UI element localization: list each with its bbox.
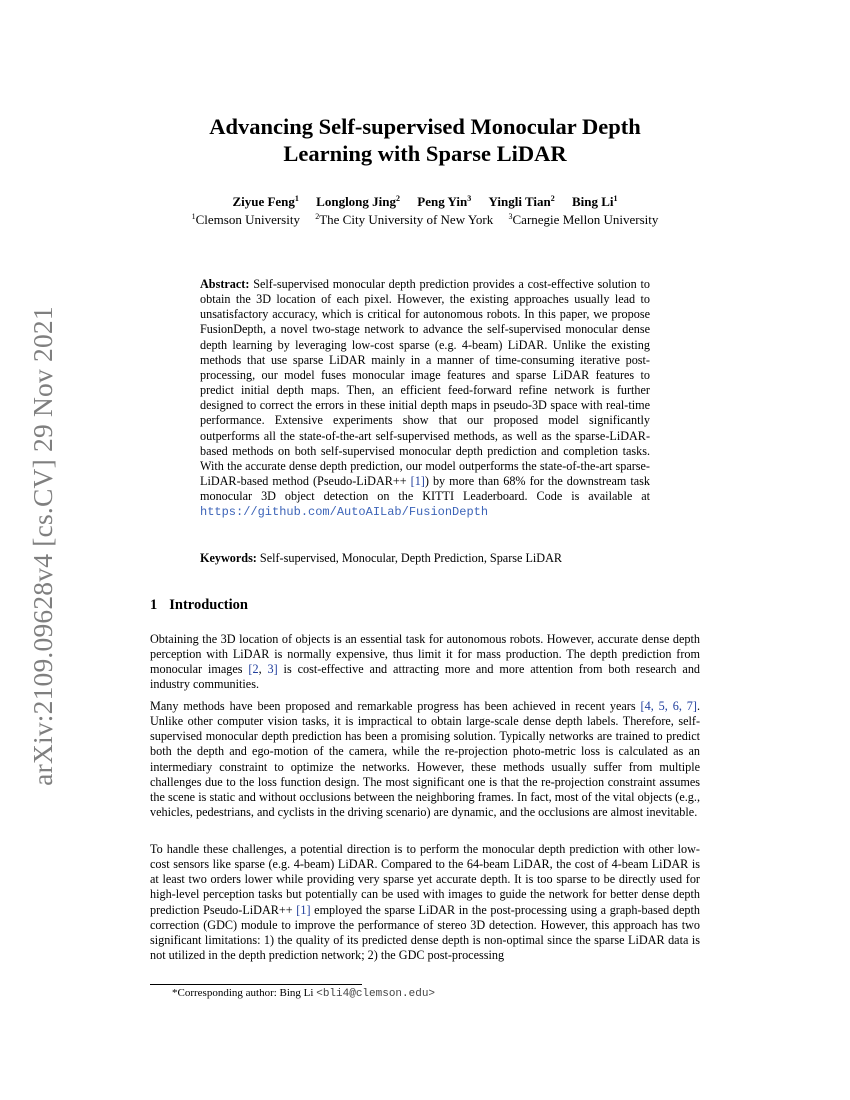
keywords	[200, 551, 650, 566]
author: Longlong Jing$^2$	[316, 194, 401, 209]
paper-title	[150, 113, 700, 167]
author: Ziyue Feng$^1$	[232, 194, 299, 209]
citation-link[interactable]: [1]	[410, 474, 425, 489]
citation-link[interactable]: 3]	[267, 662, 278, 677]
arxiv-id-text: arXiv:2109.09628v4 [cs.CV] 29 Nov 2021	[27, 306, 58, 786]
footnote-text: *Corresponding author: Bing Li	[172, 987, 317, 999]
keywords-label: Keywords:	[200, 551, 257, 565]
section-heading	[150, 597, 248, 614]
affiliation: $^2$The City University of New York	[315, 212, 494, 227]
affiliation: $^3$Carnegie Mellon University	[508, 212, 659, 227]
abstract-text: Self-supervised monocular depth prediction provides a cost-effective solution to obtain the 3D location of each pixel. However, the existing approaches usually lead to unsatisfactory accuracy, which is critical for autonomous robots. In this paper, we propose FusionDepth, a novel two-stage network to advance the self-supervised monocular dense depth learning by leveraging low-cost sparse (e.g. 4-beam) LiDAR. Unlike the existing methods that use sparse LiDAR mainly in a manner of time-consuming iterative post-processing, our model fuses monocular image features and sparse LiDAR features to predict initial depth maps. Then, an efficient feed-forward refine network is further designed to correct the errors in these initial depth maps in pseudo-3D space with real-time performance. Extensive experiments show that our proposed model significantly outperforms all the state-of-the-art self-supervised methods, as well as the sparse-LiDAR-based methods on both self-supervised monocular depth prediction and completion tasks. With the accurate dense depth prediction, our model outperforms the state-of-the-art sparse-LiDAR-based method (Pseudo-LiDAR++	[200, 277, 650, 489]
footnote	[172, 987, 435, 1000]
intro-paragraph-2: Many methods have been proposed and remarkable progress has been achieved in recent years [4, 5, 6, 7]. Unlike other computer vision tasks, it is impractical to obtain large-scale dense depth labels. Therefore, self-supervised monocular depth prediction has been a promising solution. Typically networks are trained to predict both the depth and ego-motion of the camera, while the re-projection photo-metric loss is calculated as an intermediary constraint to optimize the networks. However, these methods usually suffer from multiple challenges due to the loss function design. The most significant one is that the re-projection constraint assumes the scene is static and without occlusions between the neighboring frames. In fact, most of the vital objects (e.g., vehicles, pedestrians, and cyclists in the driving scenario) are dynamic, and the occlusions are almost inevitable.	[150, 699, 700, 820]
footnote-divider	[150, 984, 362, 985]
footnote-email[interactable]: <bli4@clemson.edu>	[316, 988, 436, 1000]
intro-paragraph-3: To handle these challenges, a potential direction is to perform the monocular depth prediction with other low-cost sensors like sparse (e.g. 4-beam) LiDAR. Compared to the 64-beam LiDAR, the cost of 4-beam LiDAR is at least two orders lower while providing very sparse yet accurate depth. It is too sparse to be directly used for high-level perception tasks but potentially can be used with images to guide the network for better dense depth prediction Pseudo-LiDAR++ [1] employed the sparse LiDAR in the post-processing using a graph-based depth correction (GDC) module to improve the performance of stereo 3D detection. However, this approach has two significant limitations: 1) the quality of its predicted dense depth is non-optimal since the sparse LiDAR data is not utilized in the depth prediction network; 2) the GDC post-processing	[150, 842, 700, 963]
title-line-1: Advancing Self-supervised Monocular Depth	[209, 114, 641, 139]
keywords-text: Self-supervised, Monocular, Depth Prediction, Sparse LiDAR	[256, 551, 563, 565]
abstract	[200, 277, 650, 521]
author: Peng Yin$^3$	[417, 194, 472, 209]
section-title: Introduction	[169, 597, 248, 613]
author-list	[150, 194, 700, 210]
citation-link[interactable]: [2	[248, 662, 259, 677]
author: Bing Li$^1$	[572, 194, 618, 209]
affiliation: $^1$Clemson University	[191, 212, 300, 227]
section-number: 1	[150, 597, 158, 613]
author: Yingli Tian$^2$	[488, 194, 555, 209]
abstract-label: Abstract:	[200, 277, 250, 291]
affiliation-list	[150, 212, 700, 228]
title-line-2: Learning with Sparse LiDAR	[283, 141, 567, 166]
citation-link[interactable]: [1]	[296, 902, 311, 917]
intro-paragraph-1: Obtaining the 3D location of objects is an essential task for autonomous robots. However, accurate dense depth perception with LiDAR is normally expensive, thus limit it for mass production. The depth prediction from monocular images [2, 3] is cost-effective and attracting more and more attention from both research and industry communities.	[150, 632, 701, 692]
abstract-text-continued: ) by more than 68% for the downstream task monocular 3D object detection on the KITTI Leaderboard. Code is available at	[200, 474, 650, 504]
citation-link[interactable]: [4, 5, 6, 7]	[640, 699, 697, 713]
code-url-link[interactable]: https://github.com/AutoAILab/FusionDepth	[200, 505, 489, 520]
